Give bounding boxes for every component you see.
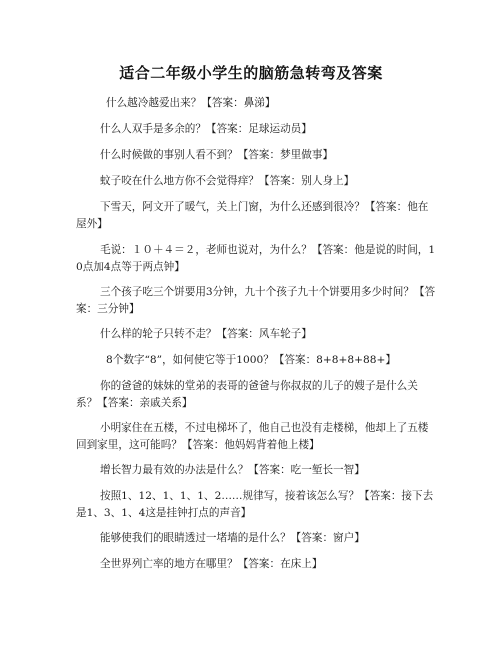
qa-item-10: 你的爸爸的妹妹的堂弟的表哥的爸爸与你叔叔的儿子的嫂子是什么关系？【答案：亲戚关系】 (76, 380, 418, 409)
qa-item-11: 小明家住在五楼，不过电梯坏了，他自己也没有走楼梯，他却上了五楼回到家里，这可能吗？【答案：他妈妈背着他上楼】 (76, 422, 429, 451)
qa-item-14: 能够使我们的眼睛透过一堵墙的是什么？【答案：窗户】 (100, 532, 365, 544)
qa-item-2: 什么人双手是多余的？【答案：足球运动员】 (100, 123, 312, 135)
qa-item-7: 三个孩子吃三个饼要用3分钟，九十个孩子九十个饼要用多少时间？【答案：三分钟】 (76, 286, 436, 315)
qa-item-5: 下雪天，阿文开了暖气，关上门窗，为什么还感到很冷？【答案：他在屋外】 (76, 201, 429, 230)
qa-item-9: 8个数字“8”，如何使它等于1000？【答案：8+8+8+88+】 (106, 354, 396, 366)
qa-item-4: 蚊子咬在什么地方你不会觉得痒？【答案：别人身上】 (100, 175, 355, 187)
qa-item-1: 什么越冷越爱出来？【答案：鼻涕】 (106, 97, 276, 109)
qa-item-12: 增长智力最有效的办法是什么？【答案：吃一堑长一智】 (100, 464, 365, 476)
qa-item-8: 什么样的轮子只转不走？【答案：风车轮子】 (100, 328, 312, 340)
qa-item-6: 毛说：１０＋４＝２，老师也说对，为什么？【答案：他是说的时间，10点加4点等于两点钟】 (76, 244, 436, 273)
qa-item-3: 什么时候做的事别人看不到？【答案：梦里做事】 (100, 149, 334, 161)
qa-item-15: 全世界列亡率的地方在哪里？【答案：在床上】 (100, 558, 323, 570)
qa-item-13: 按照1、12、1、1、1、2……规律写，接着该怎么写？【答案：接下去是1、3、1、4这是挂钟打点的声音】 (76, 490, 434, 519)
document-title: 适合二年级小学生的脑筋急转弯及答案 (119, 64, 383, 82)
